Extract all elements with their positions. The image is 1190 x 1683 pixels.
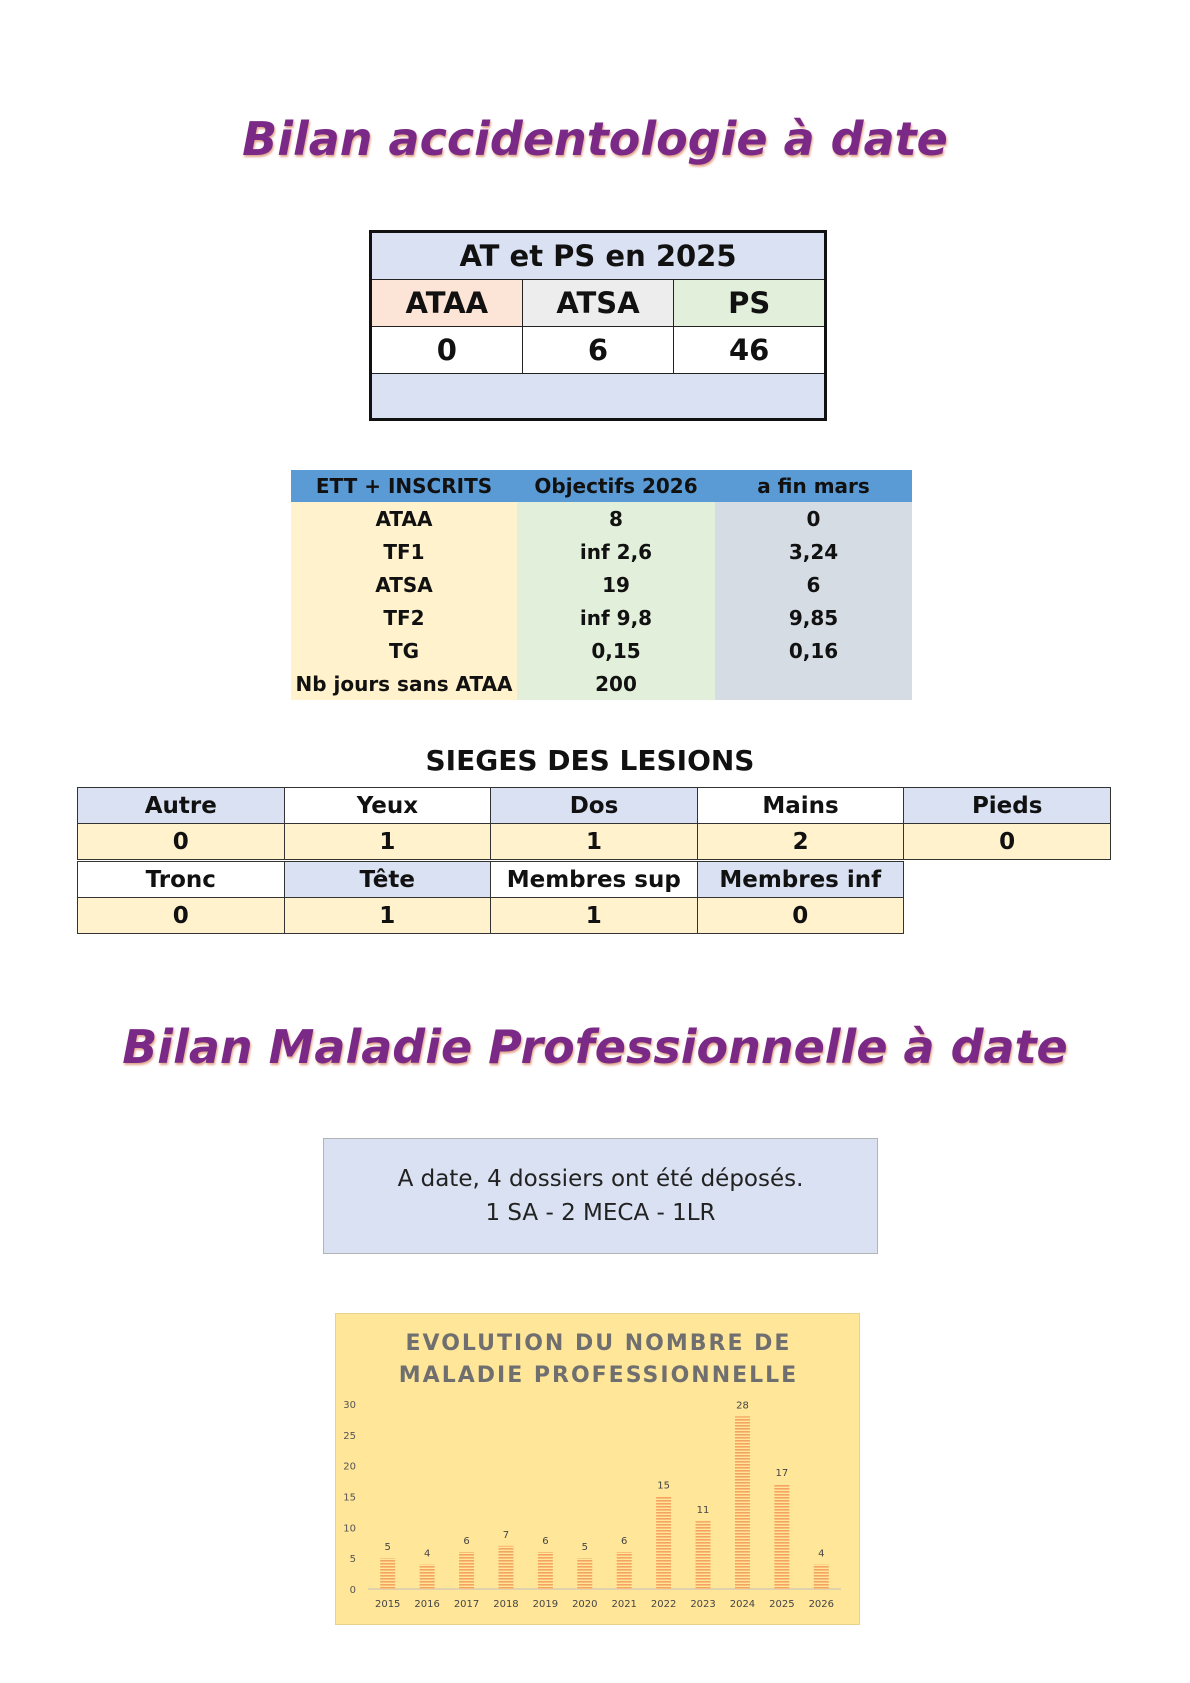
sieges-table-row2 bbox=[77, 861, 904, 934]
objectifs-header: Objectifs 2026 bbox=[517, 470, 715, 502]
data-label: 5 bbox=[581, 1542, 588, 1554]
table-cell: 200 bbox=[517, 667, 715, 700]
siege-label: Membres sup bbox=[491, 862, 698, 898]
table-cell: ATSA bbox=[291, 568, 517, 601]
data-label: 4 bbox=[818, 1548, 825, 1560]
x-tick-label: 2020 bbox=[572, 1599, 598, 1610]
objectifs-table bbox=[291, 470, 912, 700]
y-tick-label: 20 bbox=[343, 1461, 356, 1473]
data-label: 17 bbox=[775, 1468, 789, 1480]
siege-label: Autre bbox=[78, 788, 285, 824]
y-tick-label: 10 bbox=[343, 1523, 356, 1535]
siege-label: Membres inf bbox=[697, 862, 904, 898]
y-tick-label: 15 bbox=[343, 1492, 356, 1504]
siege-value: 2 bbox=[697, 824, 904, 860]
x-tick-label: 2018 bbox=[493, 1599, 519, 1610]
table-cell: TG bbox=[291, 634, 517, 667]
table-cell: 0 bbox=[715, 502, 912, 535]
chart-title-line: MALADIE PROFESSIONNELLE bbox=[398, 1363, 799, 1388]
x-tick-label: 2025 bbox=[769, 1599, 795, 1610]
data-label: 11 bbox=[696, 1505, 710, 1517]
x-tick-label: 2026 bbox=[808, 1599, 835, 1610]
bar bbox=[498, 1546, 513, 1589]
at-ps-value-ataa: 0 bbox=[371, 327, 523, 374]
x-tick-label: 2019 bbox=[532, 1599, 559, 1610]
table-cell: 3,24 bbox=[715, 535, 912, 568]
y-tick-label: 5 bbox=[349, 1554, 356, 1566]
data-label: 6 bbox=[542, 1536, 549, 1547]
siege-label: Yeux bbox=[284, 788, 491, 824]
table-cell: inf 9,8 bbox=[517, 601, 715, 634]
table-cell bbox=[715, 667, 912, 700]
siege-label: Dos bbox=[491, 788, 698, 824]
table-row bbox=[291, 667, 912, 700]
at-ps-header-ps: PS bbox=[674, 280, 826, 327]
table-row bbox=[291, 601, 912, 634]
bar bbox=[814, 1564, 829, 1589]
siege-value: 1 bbox=[491, 898, 698, 934]
objectifs-header-row bbox=[291, 470, 912, 502]
siege-label: Mains bbox=[697, 788, 904, 824]
table-cell: 0,15 bbox=[517, 634, 715, 667]
at-ps-header-ataa: ATAA bbox=[371, 280, 523, 327]
siege-value: 0 bbox=[904, 824, 1111, 860]
table-cell: 0,16 bbox=[715, 634, 912, 667]
siege-value: 1 bbox=[284, 898, 491, 934]
x-tick-label: 2024 bbox=[729, 1599, 756, 1610]
table-cell: inf 2,6 bbox=[517, 535, 715, 568]
data-label: 5 bbox=[384, 1542, 391, 1554]
chart-plot bbox=[336, 1314, 861, 1626]
siege-value: 0 bbox=[697, 898, 904, 934]
bar bbox=[538, 1552, 553, 1589]
x-tick-label: 2017 bbox=[453, 1599, 480, 1610]
bar bbox=[774, 1484, 789, 1589]
sieges-title: SIEGES DES LESIONS bbox=[425, 744, 755, 777]
y-tick-label: 30 bbox=[343, 1400, 356, 1411]
info-line: A date, 4 dossiers ont été déposés. bbox=[397, 1166, 804, 1192]
sieges-table-row1 bbox=[77, 787, 1111, 860]
table-cell: 8 bbox=[517, 502, 715, 535]
at-ps-table bbox=[369, 230, 827, 421]
x-tick-label: 2022 bbox=[650, 1599, 677, 1610]
siege-value: 0 bbox=[78, 898, 285, 934]
at-ps-title: AT et PS en 2025 bbox=[371, 232, 826, 280]
bar bbox=[420, 1564, 435, 1589]
siege-value: 1 bbox=[491, 824, 698, 860]
bar bbox=[656, 1497, 671, 1590]
table-cell: TF1 bbox=[291, 535, 517, 568]
table-cell: Nb jours sans ATAA bbox=[291, 667, 517, 700]
objectifs-header: a fin mars bbox=[715, 470, 912, 502]
x-tick-label: 2015 bbox=[374, 1599, 401, 1610]
y-tick-label: 0 bbox=[349, 1585, 356, 1596]
siege-label: Pieds bbox=[904, 788, 1111, 824]
data-label: 15 bbox=[657, 1480, 670, 1492]
chart-title-line: EVOLUTION DU NOMBRE DE bbox=[405, 1331, 792, 1356]
bar bbox=[617, 1552, 632, 1589]
data-label: 7 bbox=[502, 1529, 510, 1541]
data-label: 28 bbox=[736, 1400, 749, 1412]
siege-label: Tête bbox=[284, 862, 491, 898]
y-tick-label: 25 bbox=[343, 1430, 356, 1442]
bar bbox=[459, 1552, 474, 1589]
table-cell: 6 bbox=[715, 568, 912, 601]
table-row bbox=[291, 535, 912, 568]
table-row bbox=[291, 634, 912, 667]
data-label: 4 bbox=[423, 1548, 431, 1560]
table-row bbox=[291, 568, 912, 601]
siege-value: 0 bbox=[78, 824, 285, 860]
bar bbox=[577, 1558, 592, 1589]
at-ps-header-atsa: ATSA bbox=[522, 280, 674, 327]
x-tick-label: 2021 bbox=[611, 1599, 637, 1610]
data-label: 6 bbox=[621, 1536, 628, 1547]
at-ps-blank-row bbox=[371, 374, 826, 420]
table-cell: TF2 bbox=[291, 601, 517, 634]
info-line: 1 SA - 2 MECA - 1LR bbox=[485, 1200, 716, 1226]
table-cell: 9,85 bbox=[715, 601, 912, 634]
bar bbox=[696, 1521, 711, 1589]
table-cell: 19 bbox=[517, 568, 715, 601]
siege-value: 1 bbox=[284, 824, 491, 860]
maladie-chart bbox=[335, 1313, 860, 1625]
table-cell: ATAA bbox=[291, 502, 517, 535]
data-label: 6 bbox=[463, 1536, 470, 1547]
at-ps-value-atsa: 6 bbox=[522, 327, 674, 374]
info-box bbox=[323, 1138, 878, 1254]
bar bbox=[380, 1558, 395, 1589]
x-tick-label: 2023 bbox=[690, 1599, 716, 1610]
siege-label: Tronc bbox=[78, 862, 285, 898]
x-tick-label: 2016 bbox=[414, 1599, 440, 1610]
table-row bbox=[291, 502, 912, 535]
objectifs-header: ETT + INSCRITS bbox=[291, 470, 517, 502]
heading-accidentologie: Bilan accidentologie à date bbox=[242, 112, 948, 166]
at-ps-value-ps: 46 bbox=[674, 327, 826, 374]
heading-maladie-professionnelle: Bilan Maladie Professionnelle à date bbox=[122, 1020, 1068, 1074]
bar bbox=[735, 1416, 750, 1589]
